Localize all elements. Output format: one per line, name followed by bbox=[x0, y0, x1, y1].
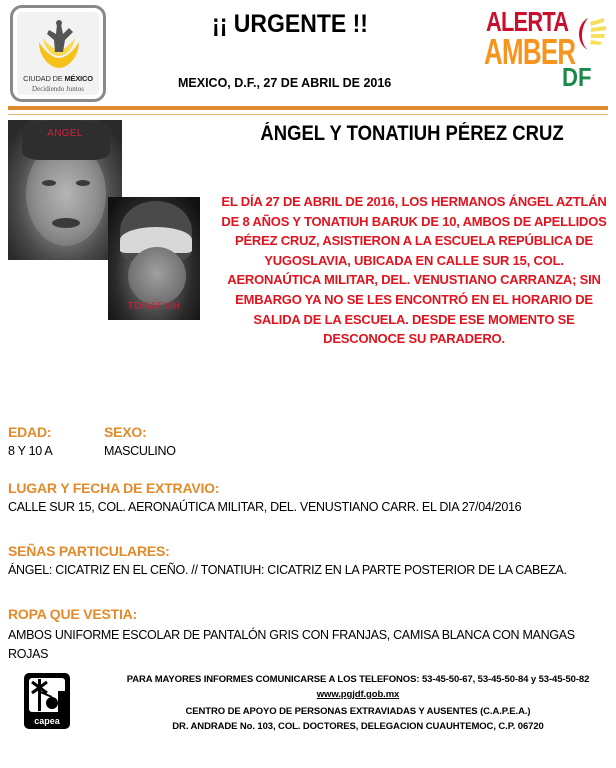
distinguishing-marks-value: ÁNGEL: CICATRIZ EN EL CEÑO. // TONATIUH: CICATRIZ EN LA PARTE POSTERIOR DE LA CABEZA. bbox=[8, 563, 567, 577]
website-link[interactable]: www.pgjdf.gob.mx bbox=[316, 689, 400, 700]
amber-logo-df: DF bbox=[562, 62, 592, 92]
missing-persons-names: ÁNGEL Y TONATIUH PÉREZ CRUZ bbox=[260, 122, 564, 145]
place-date-label: LUGAR Y FECHA DE EXTRAVIO: bbox=[8, 480, 220, 496]
header-divider-thin bbox=[8, 114, 608, 115]
capea-emblem-icon bbox=[24, 673, 70, 717]
capea-logo-text: capea bbox=[34, 716, 60, 726]
alerta-amber-logo bbox=[482, 6, 612, 92]
place-date-value: CALLE SUR 15, COL. AERONAÚTICA MILITAR, DEL. VENUSTIANO CARR. EL DIA 27/04/2016 bbox=[8, 500, 522, 514]
photo-label-angel: ANGEL bbox=[47, 128, 83, 139]
clothing-label: ROPA QUE VESTIA: bbox=[8, 606, 138, 622]
photo-label-tonatiuh: TONATIUH bbox=[127, 301, 181, 312]
angel-emblem-icon bbox=[33, 18, 85, 70]
amber-logo-alerta: ALERTA bbox=[486, 6, 569, 37]
cdmx-logo-text: CIUDAD DE MÉXICO bbox=[23, 74, 93, 83]
capea-logo bbox=[24, 673, 70, 729]
photo-tonatiuh bbox=[108, 197, 200, 320]
sex-value: MASCULINO bbox=[104, 444, 176, 458]
clothing-value: AMBOS UNIFORME ESCOLAR DE PANTALÓN GRIS CON FRANJAS, CAMISA BLANCA CON MANGAS ROJAS bbox=[8, 628, 575, 661]
capea-address: DR. ANDRADE No. 103, COL. DOCTORES, DELEGACION CUAUHTEMOC, C.P. 06720 bbox=[172, 721, 544, 732]
urgent-title: ¡¡ URGENTE !! bbox=[212, 10, 368, 38]
contact-phones: PARA MAYORES INFORMES COMUNICARSE A LOS TELEFONOS: 53-45-50-67, 53-45-50-84 y 53-45-50-82 bbox=[126, 674, 590, 685]
capea-center-name: CENTRO DE APOYO DE PERSONAS EXTRAVIADAS Y AUSENTES (C.A.P.E.A.) bbox=[185, 706, 531, 717]
sex-label: SEXO: bbox=[104, 424, 147, 440]
incident-description: EL DÍA 27 DE ABRIL DE 2016, LOS HERMANOS ÁNGEL AZTLÁN DE 8 AÑOS Y TONATIUH BARUK DE 10, AMBOS DE APELLIDOS PÉREZ CRUZ, ASISTIERON A LA ESCUELA REPÚBLICA DE YUGOSLAVIA, UBICADA EN CALLE SUR 15, COL. AERONAÚTICA MILITAR, DEL. VENUSTIANO CARRANZA; SIN EMBARGO YA NO SE LES ENCONTRÓ EN EL HORARIO DE SALIDA DE LA ESCUELA. DESDE ESE MOMENTO SE DESCONOCE SU PARADERO. bbox=[221, 194, 607, 347]
cdmx-logo-tagline: Decidiendo Juntos bbox=[32, 85, 84, 93]
header-divider bbox=[8, 106, 608, 110]
age-value: 8 Y 10 A bbox=[8, 444, 53, 458]
photo-angel bbox=[8, 120, 122, 260]
dateline: MEXICO, D.F., 27 DE ABRIL DE 2016 bbox=[178, 76, 392, 90]
distinguishing-marks-label: SEÑAS PARTICULARES: bbox=[8, 543, 170, 559]
amber-logo-amber: AMBER bbox=[484, 31, 576, 72]
age-label: EDAD: bbox=[8, 424, 52, 440]
crescent-moon-icon bbox=[574, 14, 608, 54]
cdmx-logo bbox=[10, 5, 106, 102]
